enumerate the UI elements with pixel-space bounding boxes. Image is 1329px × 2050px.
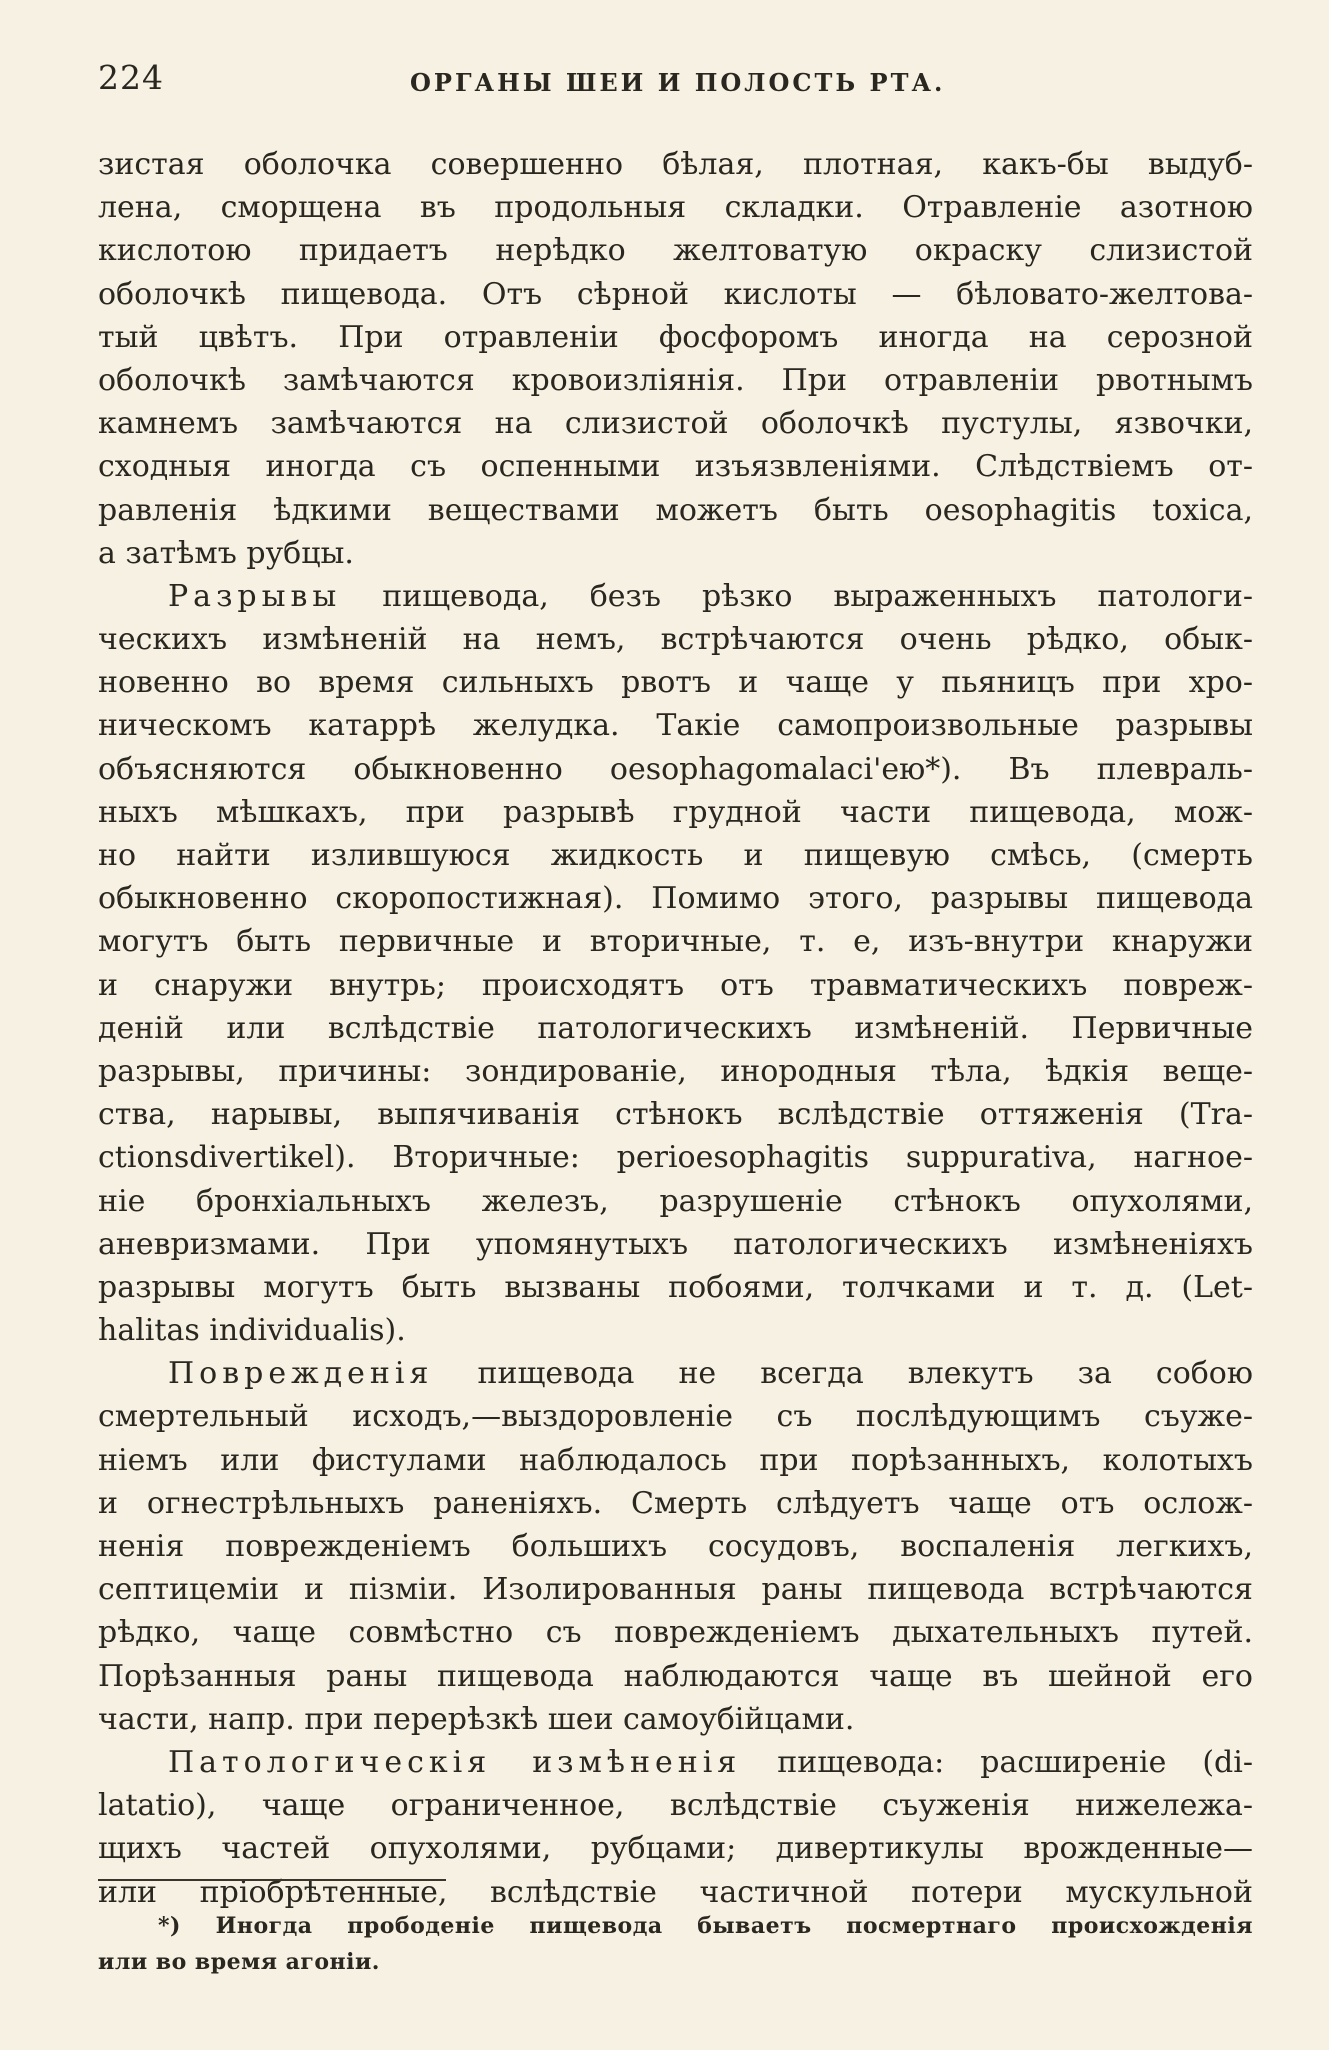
text-line (98, 1741, 1253, 1784)
text-line: halitas individualis). (98, 1313, 406, 1349)
text-line: равленія ѣдкими веществами можетъ быть oesophagitis toxica, (98, 492, 1253, 528)
text-line: кислотою придаетъ нерѣдко желтоватую окраску слизистой (98, 233, 1253, 269)
text-line: но найти излившуюся жидкость и пищевую смѣсь, (смерть (98, 838, 1253, 873)
paragraph (98, 1741, 1253, 1914)
text-line: септицеміи и пізміи. Изолированныя раны пищевода встрѣчаются (98, 1572, 1253, 1608)
text-line: ническомъ катаррѣ желудка. Такіе самопроизвольные разрывы (98, 708, 1253, 744)
text-line: или пріобрѣтенные, вслѣдствіе частичной потери мускульной (98, 1874, 1253, 1910)
text-line: оболочкѣ замѣчаются кровоизліянія. При отравленіи рвотнымъ (98, 362, 1253, 398)
footnote-divider (98, 1879, 446, 1881)
text-line: ctionsdivertikel). Вторичные: perioesophagitis suppurativa, нагное- (98, 1140, 1253, 1176)
text-line: щихъ частей опухолями, рубцами; дивертикулы врожденные— (98, 1831, 1253, 1867)
text-line: сходныя иногда съ оспенными изъязвленіями. Слѣдствіемъ от- (98, 449, 1253, 485)
text-line: ныхъ мѣшкахъ, при разрывѣ грудной части пищевода, мож- (98, 794, 1253, 830)
text-line: аневризмами. При упомянутыхъ патологическихъ измѣненіяхъ (98, 1226, 1253, 1262)
text-line (98, 1352, 1253, 1395)
running-title: ОРГАНЫ ШЕИ И ПОЛОСТЬ РТА. (410, 68, 946, 97)
text-line: объясняются обыкновенно oesophagomalaci'ею*). Въ плевраль- (98, 751, 1253, 787)
text-line: разрывы, причины: зондированіе, инородныя тѣла, ѣдкія веще- (98, 1053, 1253, 1089)
text-run: пищевода, безъ рѣзко выраженныхъ патологи- (341, 578, 1253, 614)
body-text (98, 143, 1253, 1914)
spaced-lead: Поврежденія (168, 1356, 434, 1392)
paragraph (98, 143, 1253, 575)
text-line: тый цвѣтъ. При отравленіи фосфоромъ иногда на серозной (98, 319, 1253, 355)
footnote-line: *) Иногда прободеніе пищевода бываетъ посмертнаго происхожденія (158, 1913, 1253, 1939)
text-line: ненія поврежденіемъ большихъ сосудовъ, воспаленія легкихъ, (98, 1529, 1253, 1564)
footnote (98, 1908, 1253, 1980)
text-line: новенно во время сильныхъ рвотъ и чаще у пьяницъ при хро- (98, 665, 1253, 701)
footnote-line: или во время агоніи. (98, 1949, 380, 1975)
paragraph (98, 1352, 1253, 1741)
text-line: могутъ быть первичные и вторичные, т. е, изъ-внутри кнаружи (98, 924, 1253, 960)
page-number: 224 (98, 58, 164, 97)
text-line: а затѣмъ рубцы. (98, 535, 354, 571)
text-line: деній или вслѣдствіе патологическихъ измѣненій. Первичные (98, 1010, 1253, 1046)
spaced-lead: Патологическія измѣненія (168, 1744, 742, 1780)
text-run: пищевода: расширеніе (di- (741, 1744, 1253, 1780)
text-line: разрывы могутъ быть вызваны побоями, толчками и т. д. (Let- (98, 1269, 1253, 1305)
text-line: лена, сморщена въ продольныя складки. Отравленіе азотною (98, 190, 1253, 226)
text-line: камнемъ замѣчаются на слизистой оболочкѣ пустулы, язвочки, (98, 406, 1253, 442)
text-run: пищевода не всегда влекутъ за собою (433, 1356, 1253, 1392)
text-line: ства, нарывы, выпячиванія стѣнокъ вслѣдствіе оттяженія (Tra- (98, 1097, 1253, 1133)
text-line: Порѣзанныя раны пищевода наблюдаются чаще въ шейной его (98, 1658, 1253, 1694)
paragraph (98, 575, 1253, 1352)
text-line: и снаружи внутрь; происходятъ отъ травматическихъ повреж- (98, 967, 1253, 1003)
text-line: и огнестрѣльныхъ раненіяхъ. Смерть слѣдуетъ чаще отъ ослож- (98, 1485, 1253, 1521)
text-line: обыкновенно скоропостижная). Помимо этого, разрывы пищевода (98, 881, 1253, 917)
text-line: latatio), чаще ограниченное, вслѣдствіе съуженія нижележа- (98, 1788, 1253, 1824)
text-line: ніе бронхіальныхъ железъ, разрушеніе стѣнокъ опухолями, (98, 1183, 1253, 1219)
text-line (98, 575, 1253, 618)
text-line: смертельный исходъ,—выздоровленіе съ послѣдующимъ съуже- (98, 1399, 1253, 1435)
text-line: оболочкѣ пищевода. Отъ сѣрной кислоты — бѣловато-желтова- (98, 276, 1253, 312)
text-line: рѣдко, чаще совмѣстно съ поврежденіемъ дыхательныхъ путей. (98, 1615, 1253, 1651)
text-line: зистая оболочка совершенно бѣлая, плотная, какъ-бы выдуб- (98, 147, 1253, 182)
text-line: ческихъ измѣненій на немъ, встрѣчаются очень рѣдко, обык- (98, 622, 1253, 658)
text-line: части, напр. при перерѣзкѣ шеи самоубійцами. (98, 1701, 855, 1737)
text-line: ніемъ или фистулами наблюдалось при порѣзанныхъ, колотыхъ (98, 1442, 1253, 1478)
spaced-lead: Разрывы (168, 578, 342, 614)
